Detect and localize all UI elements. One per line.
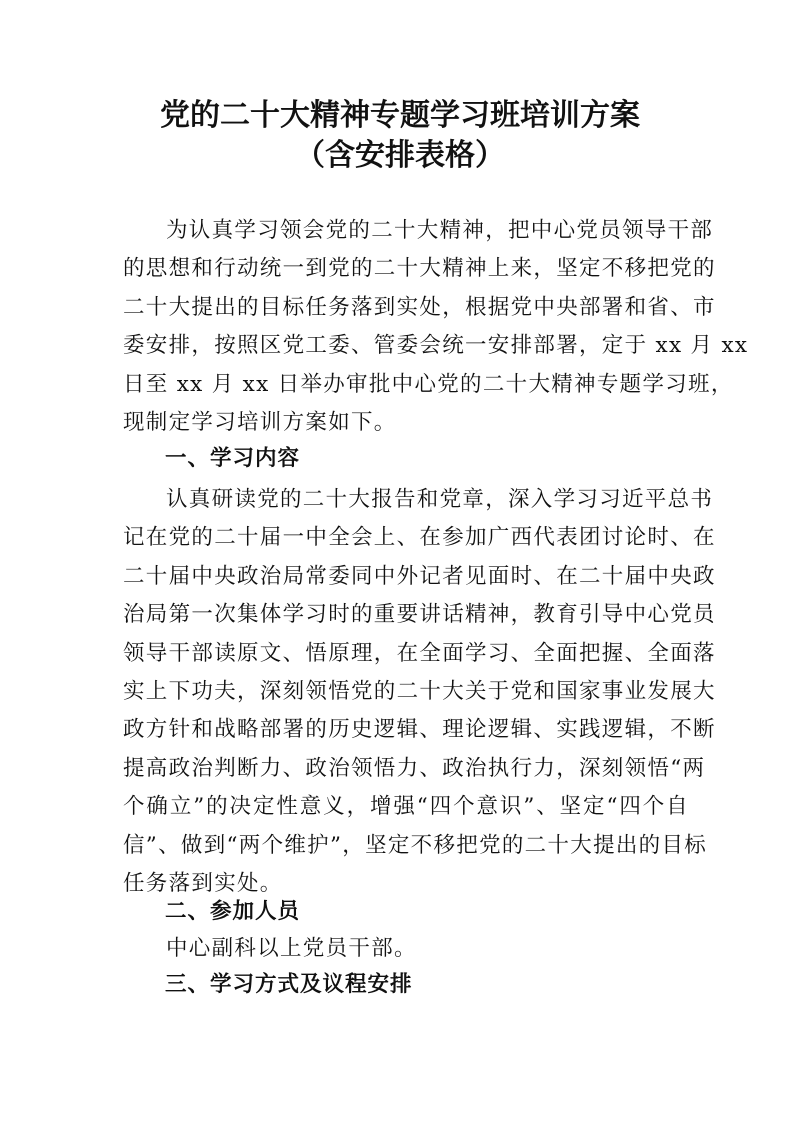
document-title: 党的二十大精神专题学习班培训方案 [160, 98, 640, 133]
paragraph-line: 认真研读党的二十大报告和党章，深入学习习近平总书 [166, 487, 714, 512]
paragraph-line: 为认真学习领会党的二十大精神，把中心党员领导干部 [166, 218, 714, 243]
paragraph-line: 个确立”的决定性意义，增强“四个意识”、坚定“四个自 [123, 794, 689, 820]
paragraph-line: 日至 xx 月 xx 日举办审批中心党的二十大精神专题学习班， [123, 371, 734, 397]
study-content-paragraph [123, 481, 716, 903]
intro-paragraph [123, 212, 749, 442]
paragraph-line: 委安排，按照区党工委、管委会统一安排部署，定于 xx 月 xx [123, 333, 749, 359]
section-heading-participants: 二、参加人员 [165, 899, 301, 924]
section-heading-study-method: 三、学习方式及议程安排 [165, 972, 413, 997]
paragraph-line: 提高政治判断力、政治领悟力、政治执行力，深刻领悟“两 [123, 755, 706, 781]
paragraph-line: 治局第一次集体学习时的重要讲话精神，教育引导中心党员 [123, 602, 716, 628]
paragraph-line: 政方针和战略部署的历史逻辑、理论逻辑、实践逻辑，不断 [123, 717, 716, 743]
paragraph-line: 现制定学习培训方案如下。 [123, 409, 397, 435]
paragraph-line: 实上下功夫，深刻领悟党的二十大关于党和国家事业发展大 [123, 678, 716, 704]
paragraph-line: 二十届中央政治局常委同中外记者见面时、在二十届中央政 [123, 563, 716, 589]
paragraph-line: 记在党的二十届一中全会上、在参加广西代表团讨论时、在 [123, 525, 716, 551]
paragraph-line: 二十大提出的目标任务落到实处，根据党中央部署和省、市 [123, 294, 716, 320]
paragraph-line: 任务落到实处。 [123, 870, 283, 896]
paragraph-line: 的思想和行动统一到党的二十大精神上来，坚定不移把党的 [123, 256, 716, 282]
document-subtitle: （含安排表格） [295, 138, 505, 173]
paragraph-line: 中心副科以上党员干部。 [166, 936, 417, 961]
paragraph-line: 信”、做到“两个维护”，坚定不移把党的二十大提出的目标 [123, 832, 708, 858]
paragraph-line: 领导干部读原文、悟原理，在全面学习、全面把握、全面落 [123, 640, 716, 666]
participants-paragraph [123, 930, 689, 968]
section-heading-study-content: 一、学习内容 [165, 446, 301, 471]
